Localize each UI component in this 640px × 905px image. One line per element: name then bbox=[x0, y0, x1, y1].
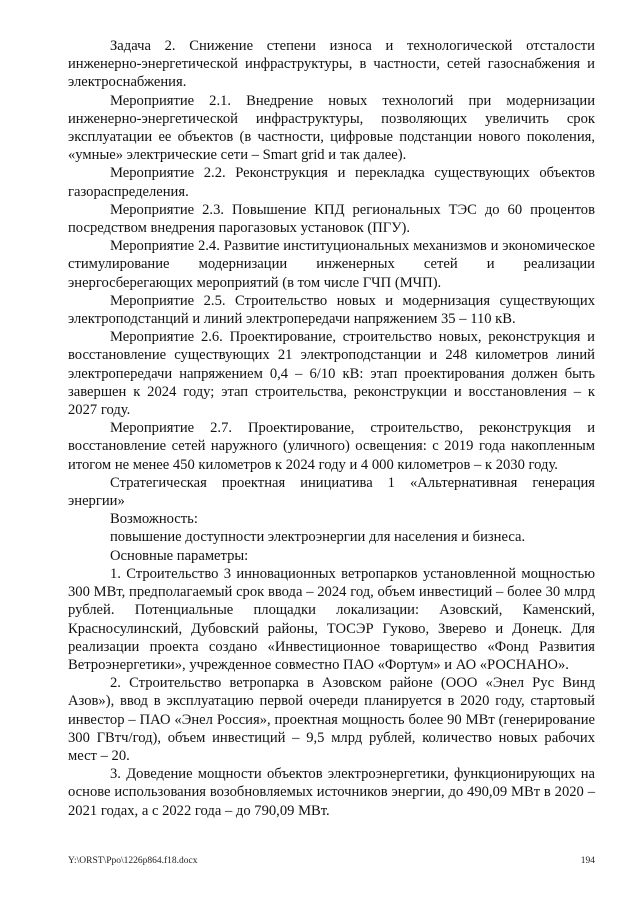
file-path: Y:\ORST\Ppo\1226p864.f18.docx bbox=[68, 856, 198, 866]
paragraph: 2. Строительство ветропарка в Азовском районе (ООО «Энел Рус Винд Азов»), ввод в эксплуатацию первой очереди планируется в 2020 году, стартовый инвестор – ПАО «Энел Россия», проектная мощность более 90 МВт (генерирование 300 ГВтч/год), объем инвестиций – 9,5 млрд рублей, количество новых рабочих мест – 20. bbox=[68, 675, 595, 764]
paragraph: повышение доступности электроэнергии для населения и бизнеса. bbox=[110, 529, 526, 546]
page-footer bbox=[68, 856, 595, 866]
paragraph: Мероприятие 2.2. Реконструкция и перекладка существующих объектов газораспределения. bbox=[68, 165, 595, 200]
paragraph: 3. Доведение мощности объектов электроэнергетики, функционирующих на основе использования возобновляемых источников энергии, до 490,09 МВт в 2020 – 2021 годах, а с 2022 года – до 790,09 МВт. bbox=[68, 766, 595, 819]
paragraph: Мероприятие 2.6. Проектирование, строительство новых, реконструкция и восстановление существующих 21 электроподстанции и 248 километров линий электропередачи напряжением 0,4 – 6/10 кВ: этап проектирования должен быть завершен к 2024 году; этап строительства, реконструкции и восстановления – к 2027 году. bbox=[68, 329, 595, 419]
paragraph: Мероприятие 2.4. Развитие институциональных механизмов и экономическое стимулирование модернизации инженерных сетей и реализации энергосберегающих мероприятий (в том числе ГЧП (МЧП). bbox=[68, 238, 595, 291]
paragraph: Задача 2. Снижение степени износа и технологической отсталости инженерно-энергетической инфраструктуры, в частности, сетей газоснабжения и электроснабжения. bbox=[68, 38, 595, 91]
page-number: 194 bbox=[580, 856, 595, 866]
paragraph: Основные параметры: bbox=[110, 547, 249, 564]
paragraph: Мероприятие 2.1. Внедрение новых технологий при модернизации инженерно-энергетической инфраструктуры, позволяющих увеличить срок эксплуатации ее объектов (в частности, цифровые подстанции нового поколения, «умные» электрические сети – Smart grid и так далее). bbox=[68, 92, 595, 164]
paragraph: Стратегическая проектная инициатива 1 «Альтернативная генерация энергии» bbox=[68, 474, 595, 510]
paragraph: 1. Строительство 3 инновационных ветропарков установленной мощностью 300 МВт, предполагаемый срок ввода – 2024 год, объем инвестиций – более 30 млрд рублей. Потенциальные площадки локализации: Азовский, Каменский, Красносулинский, Дубовский районы, ТОСЭР Гуково, Зверево и Донецк. Для реализации проекта создано «Инвестиционное товарищество «Фонд Развития Ветроэнергетики», учрежденное совместно ПАО «Фортум» и АО «РОСНАНО». bbox=[68, 565, 595, 673]
paragraph: Мероприятие 2.3. Повышение КПД региональных ТЭС до 60 процентов посредством внедрения парогазовых установок (ПГУ). bbox=[68, 201, 595, 237]
paragraph: Мероприятие 2.7. Проектирование, строительство, реконструкция и восстановление сетей наружного (уличного) освещения: с 2019 года накопленным итогом не менее 450 километров к 2024 году и 4 000 километров – к 2030 году. bbox=[68, 420, 595, 473]
paragraph: Возможность: bbox=[110, 511, 198, 528]
document-body bbox=[68, 37, 595, 820]
paragraph: Мероприятие 2.5. Строительство новых и модернизация существующих электроподстанций и линий электропередачи напряжением 35 – 110 кВ. bbox=[68, 292, 595, 328]
